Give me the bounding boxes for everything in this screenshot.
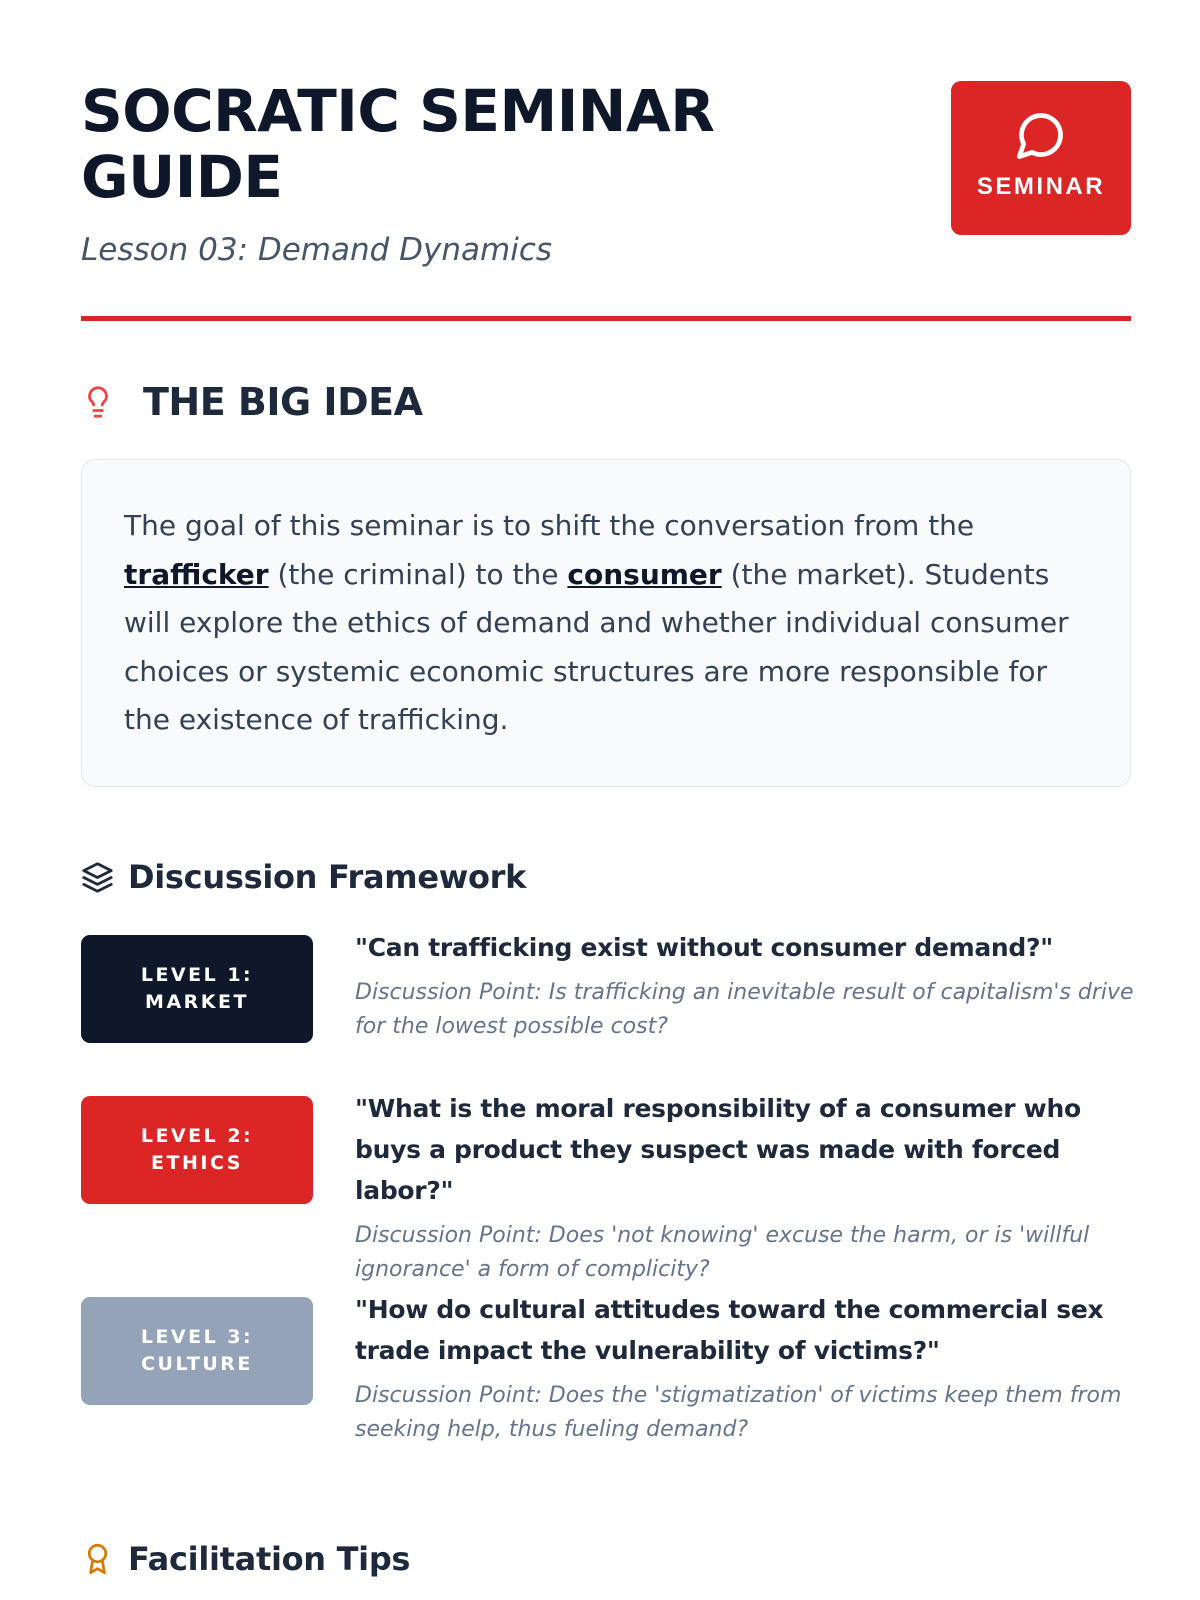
level-question: "What is the moral responsibility of a consumer who buys a product they suspect was made with forced labor?" (355, 1094, 1081, 1205)
header (81, 0, 1131, 325)
layers-icon (81, 861, 114, 894)
award-icon (81, 1541, 114, 1577)
keyword-consumer: consumer (567, 557, 722, 591)
big-idea-text: The goal of this seminar is to shift the conversation from the (124, 509, 975, 542)
big-idea-card (81, 459, 1131, 787)
big-idea-text: (the market). Students will explore the ethics of demand and whether individual consumer choices or systemic economic structures are more responsible for the existence of trafficking. (124, 557, 1069, 736)
level-tag: LEVEL 2: ETHICS (81, 1096, 313, 1204)
seminar-badge-label: SEMINAR (976, 173, 1106, 200)
level-question: "Can trafficking exist without consumer demand?" (355, 933, 1053, 962)
level-discussion-point: Discussion Point: Does the 'stigmatization' of victims keep them from seeking help, thus fueling demand? (355, 1383, 1122, 1442)
discussion-framework-heading (81, 858, 526, 896)
big-idea-heading (81, 380, 422, 424)
page-title: SOCRATIC SEMINAR GUIDE (81, 77, 715, 211)
chat-bubble-icon (1015, 109, 1067, 161)
big-idea-heading-label: THE BIG IDEA (143, 380, 423, 424)
header-divider (81, 316, 1131, 321)
level-discussion-point: Discussion Point: Does 'not knowing' excuse the harm, or is 'willful ignorance' a form of complicity? (355, 1223, 1090, 1282)
level-tag: LEVEL 1: MARKET (81, 935, 313, 1043)
lightbulb-icon (81, 382, 115, 422)
keyword-trafficker: trafficker (124, 557, 269, 591)
seminar-guide-page (81, 0, 1134, 1578)
seminar-badge (951, 81, 1131, 235)
facilitation-tips-label: Facilitation Tips (128, 1540, 411, 1578)
level-tag: LEVEL 3: CULTURE (81, 1297, 313, 1405)
discussion-framework-label: Discussion Framework (128, 858, 527, 896)
level-content (355, 1096, 1135, 1287)
level-content (355, 935, 1135, 1044)
lesson-subtitle: Lesson 03: Demand Dynamics (81, 232, 553, 268)
level-discussion-point: Discussion Point: Is trafficking an inevitable result of capitalism's drive for the lowest possible cost? (355, 980, 1134, 1039)
level-question: "How do cultural attitudes toward the commercial sex trade impact the vulnerability of victims?" (355, 1295, 1104, 1365)
big-idea-text: (the criminal) to the (268, 557, 568, 591)
level-content (355, 1297, 1135, 1447)
facilitation-tips-heading (81, 1540, 410, 1578)
